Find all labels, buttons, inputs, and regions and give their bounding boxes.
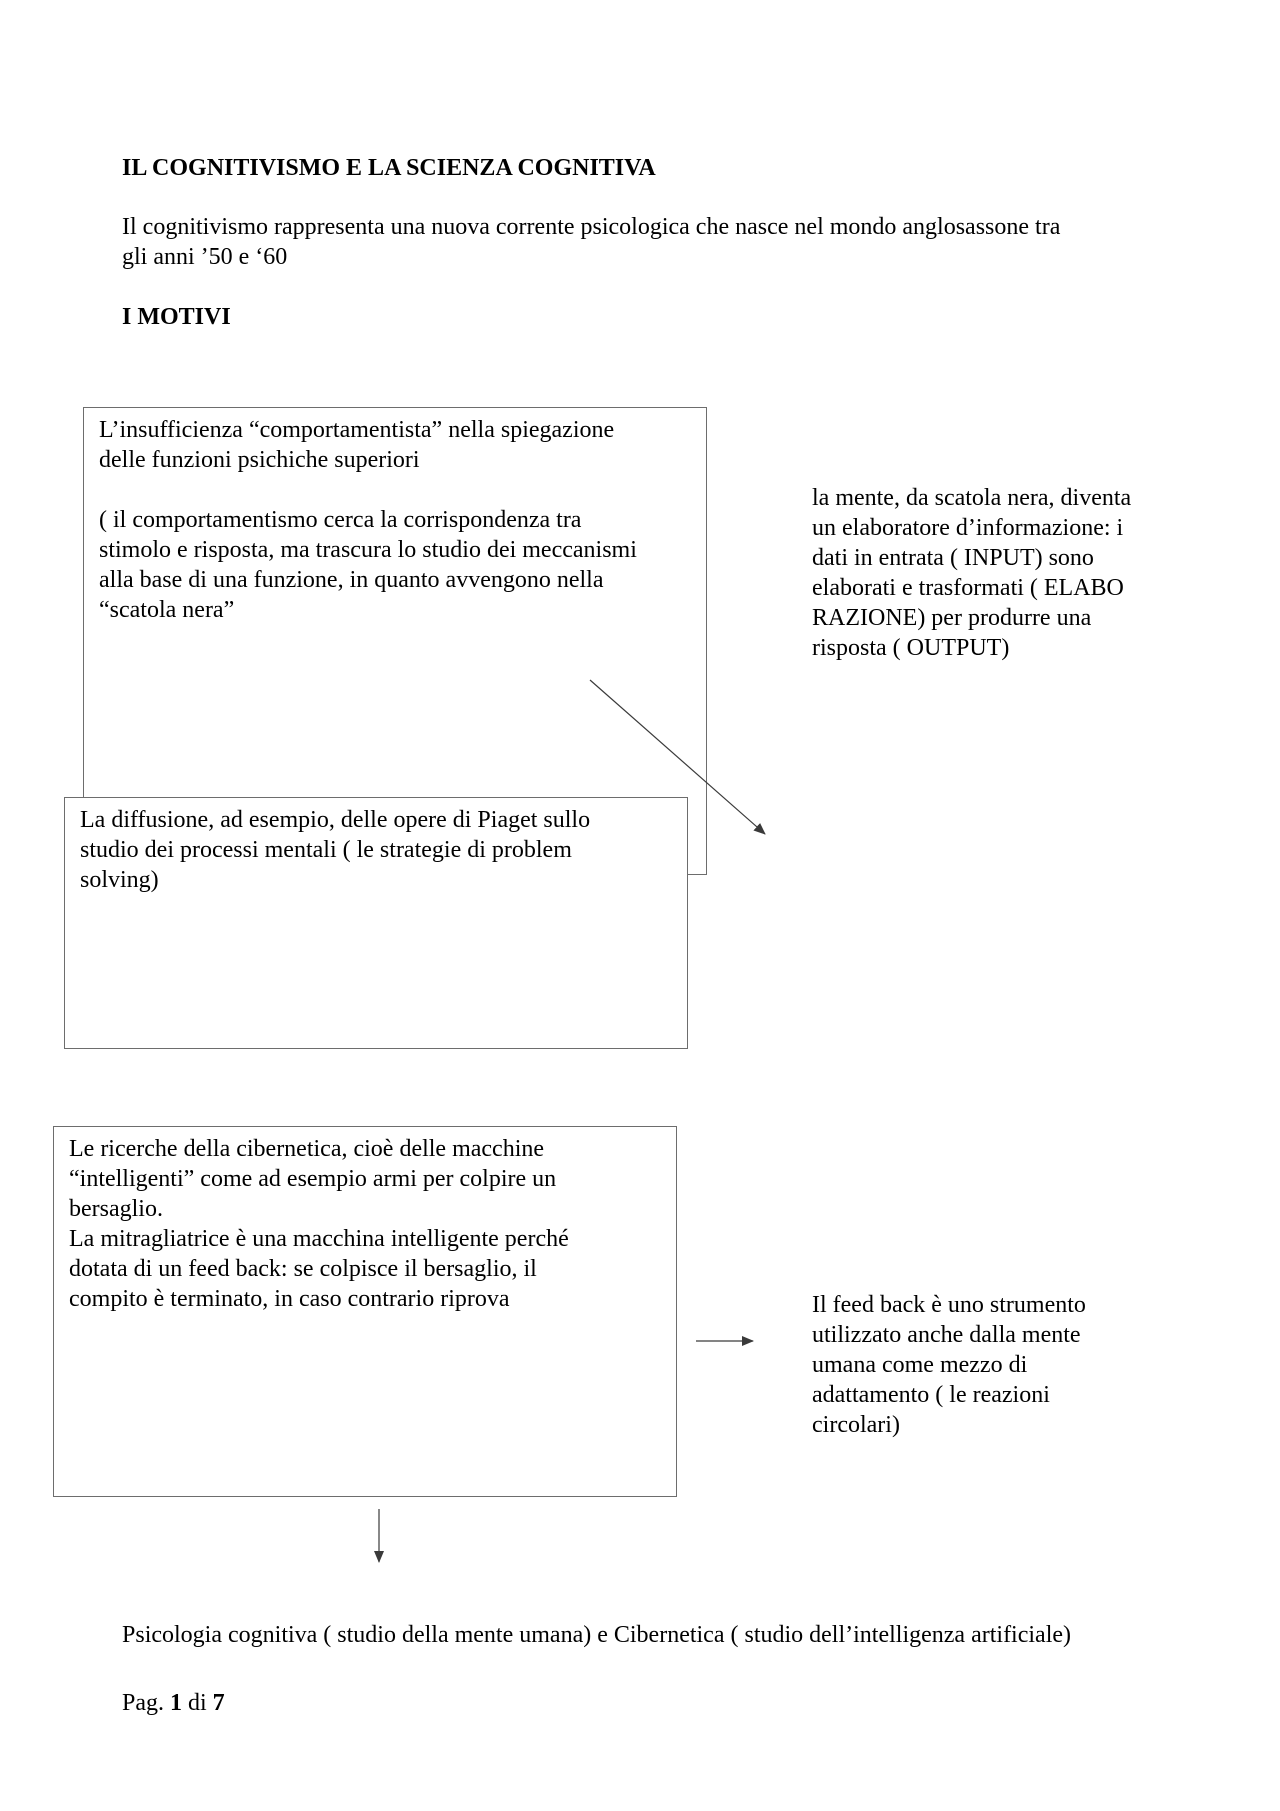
footer-current-page: 1 — [170, 1690, 182, 1716]
box-cybernetics-research — [53, 1126, 677, 1497]
side-note-information-processor: la mente, da scatola nera, diventa un elaboratore d’informazione: i dati in entrata ( INPUT) sono elaborati e trasformati ( ELABO RAZIONE) per produrre una risposta ( OUTPUT) — [812, 485, 1132, 661]
box-behaviorism-text: L’insufficienza “comportamentista” nella spiegazione delle funzioni psichiche superiori ( il comportamentismo cerca la corrispondenza tra stimolo e risposta, ma trascura lo studio dei meccanismi alla base di una funzione, in quanto avvengono nella “scatola nera” — [99, 417, 637, 623]
page-footer — [122, 1688, 225, 1718]
intro-line-2: gli anni ’50 e ‘60 — [122, 244, 288, 270]
footer-prefix: Pag. — [122, 1690, 170, 1716]
footer-middle: di — [182, 1690, 213, 1716]
side-note-feedback: Il feed back è uno strumento utilizzato anche dalla mente umana come mezzo di adattamento ( le reazioni circolari) — [812, 1292, 1086, 1438]
intro-line-1: Il cognitivismo rappresenta una nuova corrente psicologica che nasce nel mondo anglosassone tra — [122, 214, 1061, 240]
box-piaget-text: La diffusione, ad esempio, delle opere di Piaget sullo studio dei processi mentali ( le strategie di problem solving) — [80, 807, 591, 893]
box-piaget-diffusion — [64, 797, 688, 1049]
page-heading: IL COGNITIVISMO E LA SCIENZA COGNITIVA — [122, 155, 656, 181]
section-title: I MOTIVI — [122, 304, 231, 330]
footer-total-pages: 7 — [212, 1690, 225, 1716]
box-cybernetics-text: Le ricerche della cibernetica, cioè delle macchine “intelligenti” come ad esempio armi per colpire un bersaglio. La mitragliatrice è una macchina intelligente perché dotata di un feed back: se colpisce il bersaglio, il compito è terminato, in caso contrario riprova — [69, 1136, 569, 1312]
conclusion-line: Psicologia cognitiva ( studio della mente umana) e Cibernetica ( studio dell’intelligenza artificiale) — [122, 1622, 1072, 1648]
